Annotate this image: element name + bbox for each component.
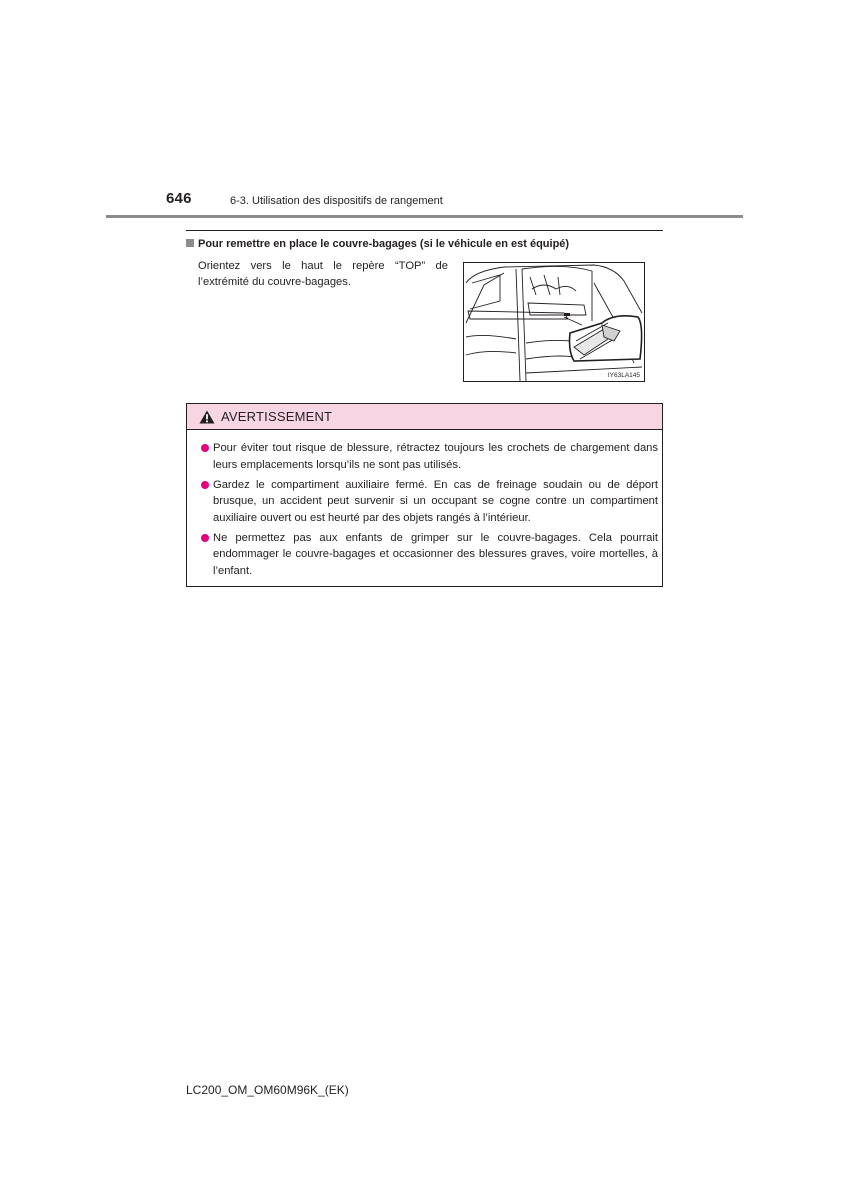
cargo-cover-illustration [463,262,645,382]
warning-list [201,440,658,583]
subsection-heading-text: Pour remettre en place le couvre-bagages (si le véhicule en est équipé) [198,238,570,250]
figure-code: IY63LA145 [607,372,640,379]
instruction-text: Orientez vers le haut le repère “TOP” de l’extrémité du couvre-bagages. [198,260,448,288]
warning-item-text: Gardez le compartiment auxiliaire fermé. En cas de freinage soudain ou de déport brusque, un accident peut survenir si un occupant se cogne contre un compartiment auxiliaire ouvert ou est heurté par des objets rangés à l’intérieur. [213,478,658,524]
warning-item-text: Ne permettez pas aux enfants de grimper sur le couvre-bagages. Cela pourrait endommager le couvre-bagages et occasionner des blessures graves, voire mortelles, à l’enfant. [213,531,658,577]
warning-triangle-icon [199,410,215,424]
document-code: LC200_OM_OM60M96K_(EK) [186,1083,349,1097]
subsection-rule [186,230,663,231]
section-title: 6-3. Utilisation des dispositifs de rangement [230,195,443,207]
square-bullet-icon [186,239,194,247]
page-number: 646 [166,190,192,207]
warning-box [186,403,663,587]
warning-item-text: Pour éviter tout risque de blessure, rétractez toujours les crochets de chargement dans leurs emplacements lorsqu’ils ne sont pas utilisés. [213,442,658,471]
header-rule [106,215,743,218]
warning-item [201,477,658,527]
bullet-icon [201,534,209,542]
bullet-icon [201,481,209,489]
vehicle-rear-cargo-drawing [464,263,644,381]
bullet-icon [201,444,209,452]
warning-item [201,530,658,580]
warning-item [201,440,658,473]
warning-title: AVERTISSEMENT [221,409,333,424]
warning-header [187,404,662,430]
subsection-heading [186,238,569,250]
